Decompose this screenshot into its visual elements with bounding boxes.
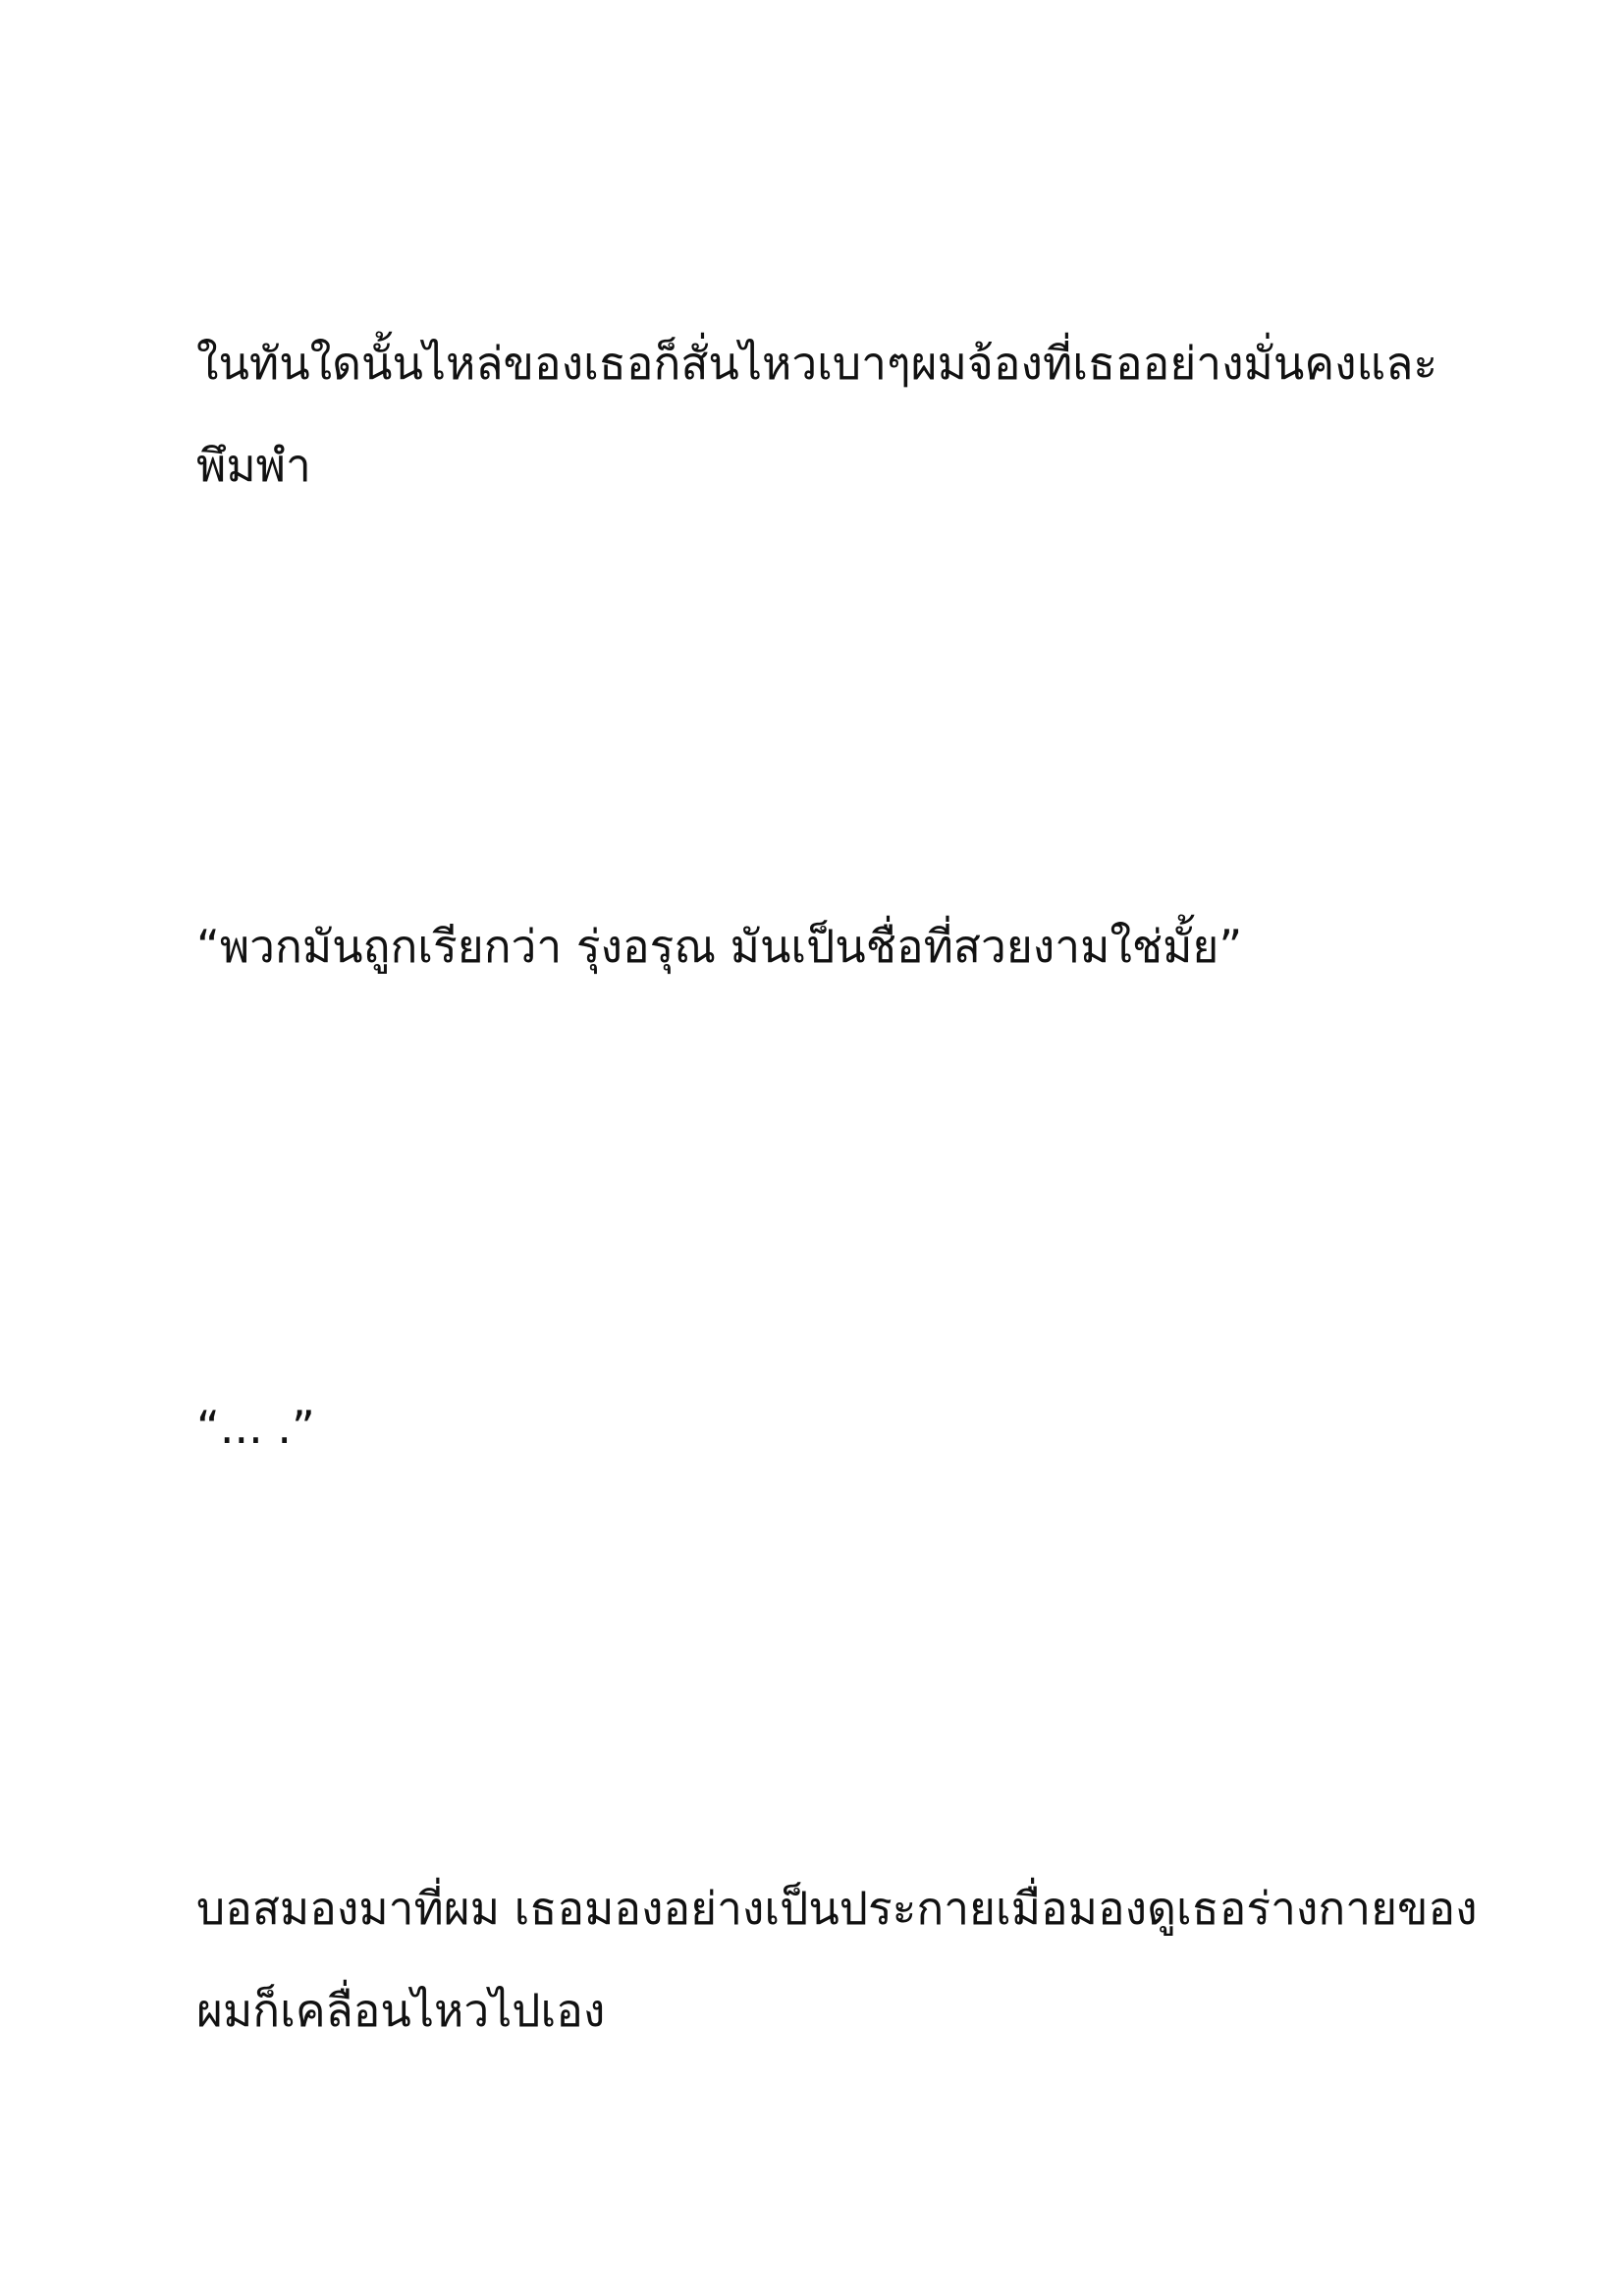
paragraph-line: “พวกมันถูกเรียกว่า รุ่งอรุณ มันเป็นชื่อที่สวยงามใช่มั้ย”: [196, 920, 1243, 973]
paragraph-boss-looking: [196, 1857, 1478, 2061]
paragraph-line: “... .”: [196, 1401, 315, 1454]
paragraph-line: พึมพำ: [196, 439, 311, 492]
paragraph-dialogue-dawn: [196, 895, 1434, 997]
paragraph-line: บอสมองมาที่ผม เธอมองอย่างเป็นประกายเมื่อมองดูเธอร่างกายของ: [196, 1882, 1478, 1935]
paragraph-line: ผมก็เคลื่อนไหวไปเอง: [196, 1984, 606, 2037]
paragraph-dialogue-ellipsis: [196, 1376, 1434, 1478]
paragraph-shoulders-trembling: [196, 312, 1438, 516]
paragraph-line: ในทันใดนั้นไหล่ของเธอก็สั่นไหวเบาๆผมจ้องที่เธออย่างมั่นคงและ: [196, 337, 1438, 390]
